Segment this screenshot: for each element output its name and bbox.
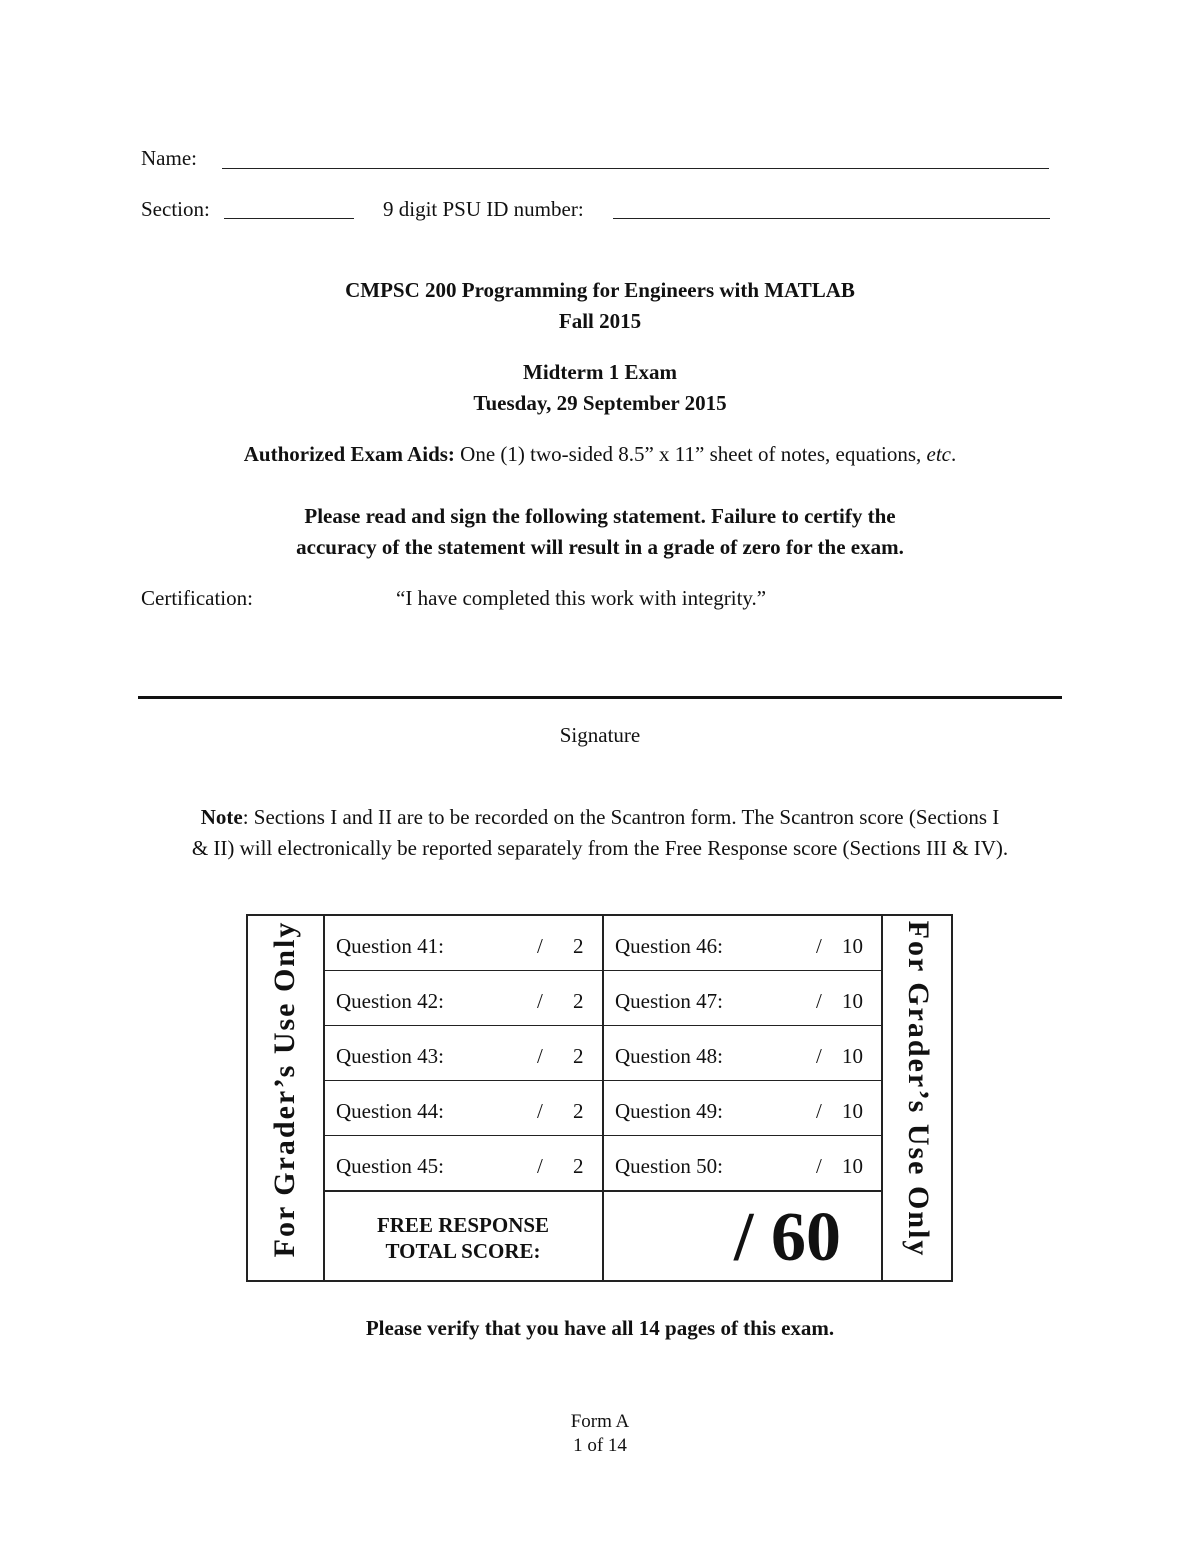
instructions-line1: Please read and sign the following statement. Failure to certify the — [304, 504, 896, 528]
psu-id-label: 9 digit PSU ID number: — [383, 197, 584, 221]
row-divider — [324, 1080, 882, 1081]
question-label: Question 44: — [336, 1099, 444, 1123]
question-points: 2 — [573, 1099, 584, 1123]
question-label: Question 48: — [615, 1044, 723, 1068]
course-term: Fall 2015 — [558, 309, 642, 333]
question-label: Question 42: — [336, 989, 444, 1013]
aids-label: Authorized Exam Aids: — [243, 442, 455, 466]
score-slash: / — [537, 989, 543, 1013]
question-points: 2 — [573, 1044, 584, 1068]
question-points: 2 — [573, 934, 584, 958]
row-divider — [324, 970, 882, 971]
question-label: Question 47: — [615, 989, 723, 1013]
name-label: Name: — [141, 146, 197, 170]
row-divider — [324, 1135, 882, 1136]
score-slash: / — [537, 1154, 543, 1178]
score-slash: / — [816, 1099, 822, 1123]
question-label: Question 45: — [336, 1154, 444, 1178]
score-slash: / — [816, 1154, 822, 1178]
footer-page: 1 of 14 — [573, 1435, 627, 1456]
note-line2: & II) will electronically be reported separately from the Free Response score (Sections III & IV). — [191, 836, 1009, 860]
score-slash: / — [537, 934, 543, 958]
question-points: 2 — [573, 1154, 584, 1178]
certification-label: Certification: — [141, 586, 253, 610]
question-label: Question 43: — [336, 1044, 444, 1068]
question-label: Question 46: — [615, 934, 723, 958]
row-divider — [324, 1025, 882, 1026]
section-label: Section: — [141, 197, 210, 221]
instructions-line2: accuracy of the statement will result in a grade of zero for the exam. — [296, 535, 904, 559]
certification-statement: “I have completed this work with integrity.” — [396, 586, 767, 610]
score-slash: / — [816, 1044, 822, 1068]
score-slash: / — [816, 934, 822, 958]
exam-title: Midterm 1 Exam — [523, 360, 677, 384]
total-score-label — [324, 1212, 602, 1264]
question-points: 2 — [573, 989, 584, 1013]
course-title: CMPSC 200 Programming for Engineers with MATLAB — [345, 278, 855, 302]
question-points: 10 — [842, 1044, 863, 1068]
note-text-1: : Sections I and II are to be recorded on the Scantron form. The Scantron score (Sections I — [242, 805, 1000, 829]
aids-text: One (1) two-sided 8.5” x 11” sheet of notes, equations, — [460, 442, 922, 466]
total-label-line2: TOTAL SCORE: — [385, 1239, 541, 1263]
grader-side-label-left: For Grader’s Use Only — [268, 920, 301, 1258]
question-points: 10 — [842, 1099, 863, 1123]
score-slash: / — [816, 989, 822, 1013]
grader-side-label-right: For Grader’s Use Only — [902, 920, 935, 1258]
verify-pages: Please verify that you have all 14 pages of this exam. — [365, 1316, 835, 1340]
note-label: Note — [200, 805, 243, 829]
name-field[interactable] — [222, 168, 1049, 169]
note-line1 — [0, 805, 1200, 829]
question-label: Question 49: — [615, 1099, 723, 1123]
signature-label: Signature — [559, 723, 641, 747]
footer-form: Form A — [570, 1411, 630, 1432]
authorized-aids — [0, 442, 1200, 466]
psu-id-field[interactable] — [613, 218, 1050, 219]
score-slash: / — [537, 1044, 543, 1068]
row-divider — [324, 1190, 882, 1192]
exam-date: Tuesday, 29 September 2015 — [473, 391, 727, 415]
question-points: 10 — [842, 1154, 863, 1178]
aids-etc: etc — [926, 442, 952, 466]
score-slash: / — [537, 1099, 543, 1123]
grader-table — [246, 914, 953, 1282]
signature-line[interactable] — [138, 696, 1062, 699]
total-label-line1: FREE RESPONSE — [376, 1213, 550, 1237]
question-label: Question 50: — [615, 1154, 723, 1178]
total-score-value: / 60 — [734, 1199, 841, 1276]
section-field[interactable] — [224, 218, 354, 219]
question-label: Question 41: — [336, 934, 444, 958]
question-points: 10 — [842, 989, 863, 1013]
question-points: 10 — [842, 934, 863, 958]
aids-end: . — [951, 442, 957, 466]
